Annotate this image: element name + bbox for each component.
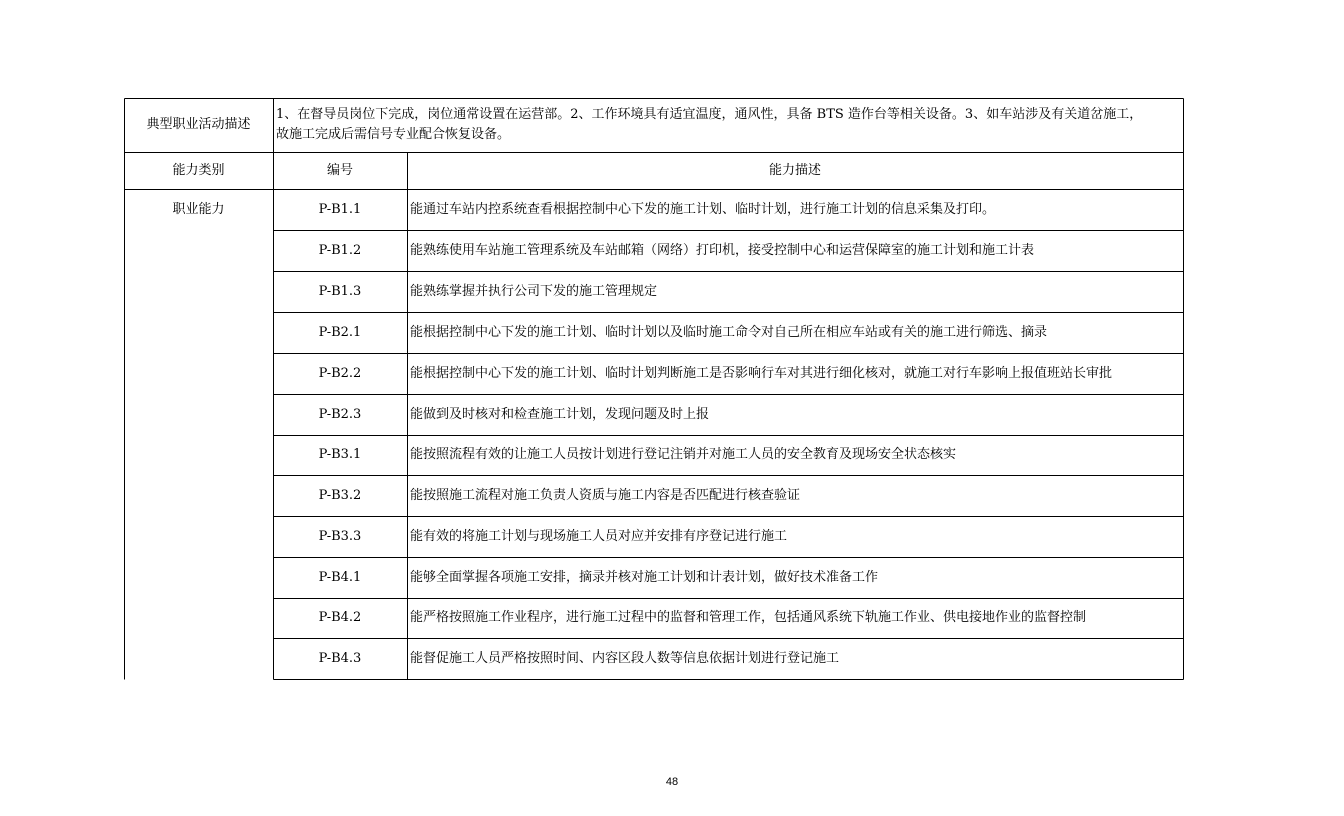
table-row-code: P-B4.3 (318, 650, 362, 666)
activity-description-line-2: 故施工完成后需信号专业配合恢复设备。 (276, 127, 511, 142)
table-row-desc-text: 能根据控制中心下发的施工计划、临时计划以及临时施工命令对自己所在相应车站或有关的施工进行筛选、摘录 (410, 324, 1048, 340)
activity-description-line-1: 1、在督导员岗位下完成，岗位通常设置在运营部。2、工作环境具有适宜温度，通风性，具备 BTS 造作台等相关设备。3、如车站涉及有关道岔施工， (276, 107, 1143, 122)
table-row-desc (407, 189, 1183, 230)
table-row-desc-text: 能有效的将施工计划与现场施工人员对应并安排有序登记进行施工 (410, 528, 788, 544)
activity-description-text (273, 98, 1183, 152)
table-row-desc (407, 516, 1183, 557)
table-row-code: P-B4.2 (318, 610, 362, 625)
table-row-desc (407, 557, 1183, 598)
column-header-description: 能力描述 (768, 162, 821, 178)
column-header-code: 编号 (326, 162, 353, 178)
activity-description-label: 典型职业活动描述 (146, 117, 251, 132)
table-row-desc (407, 312, 1183, 353)
table-row-code: P-B1.3 (318, 283, 362, 299)
table-row-desc (407, 230, 1183, 271)
page-number: 48 (665, 776, 679, 788)
table-row-desc (407, 394, 1183, 435)
table-row-desc (407, 598, 1183, 638)
table-row-desc (407, 638, 1183, 679)
table-row-desc-text: 能够全面掌握各项施工安排，摘录并核对施工计划和计表计划，做好技术准备工作 (410, 569, 879, 585)
table-row-desc (407, 353, 1183, 394)
table-row-desc-text: 能严格按照施工作业程序，进行施工过程中的监督和管理工作，包括通风系统下轨施工作业、供电接地作业的监督控制 (410, 610, 1087, 625)
category-cell: 职业能力 (172, 201, 225, 217)
table-row-desc-text: 能督促施工人员严格按照时间、内容区段人数等信息依据计划进行登记施工 (410, 650, 840, 666)
table-row-desc (407, 435, 1183, 475)
table-row-desc-text: 能熟练掌握并执行公司下发的施工管理规定 (410, 283, 658, 299)
table-row-desc-text: 能根据控制中心下发的施工计划、临时计划判断施工是否影响行车对其进行细化核对，就施工对行车影响上报值班站长审批 (410, 365, 1113, 381)
table-row-code: P-B3.1 (318, 447, 362, 462)
table-row-code: P-B3.3 (318, 528, 362, 544)
table-row-desc (407, 271, 1183, 312)
table-row-desc-text: 能做到及时核对和检查施工计划，发现问题及时上报 (410, 406, 710, 422)
table-row-code: P-B2.1 (318, 324, 362, 340)
table-row-code: P-B3.2 (318, 487, 362, 503)
table-row-desc-text: 能通过车站内控系统查看根据控制中心下发的施工计划、临时计划，进行施工计划的信息采集及打印。 (410, 201, 996, 217)
table-row-code: P-B2.3 (318, 406, 362, 422)
table-row-desc-text: 能熟练使用车站施工管理系统及车站邮箱（网络）打印机，接受控制中心和运营保障室的施工计划和施工计表 (410, 242, 1035, 258)
table-row-code: P-B2.2 (318, 365, 362, 381)
table-row-code: P-B4.1 (318, 569, 362, 585)
table-row-desc-text: 能按照流程有效的让施工人员按计划进行登记注销并对施工人员的安全教育及现场安全状态核实 (410, 447, 957, 462)
table-row-code: P-B1.2 (318, 242, 362, 258)
column-header-category: 能力类别 (172, 162, 225, 178)
table-row-desc (407, 475, 1183, 516)
table-row-code: P-B1.1 (318, 201, 362, 217)
table-row-desc-text: 能按照施工流程对施工负责人资质与施工内容是否匹配进行核查验证 (410, 487, 801, 503)
